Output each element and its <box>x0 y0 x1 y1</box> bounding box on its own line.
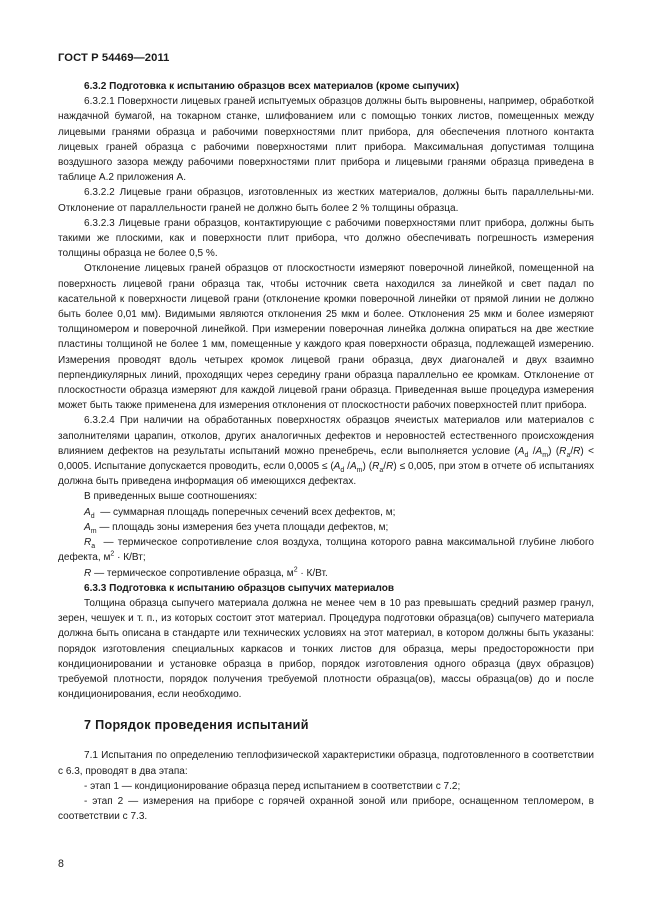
symbol-sub-m: m <box>542 451 549 459</box>
paragraph-6-3-2-4-part-c: ) ≤ 0,005, при этом в отчете об испытаниях должна быть приведена информация об имеющихся дефектах. <box>58 461 594 488</box>
symbol-A: A <box>333 461 341 473</box>
symbol-A: A <box>84 521 91 533</box>
section-heading-7: 7 Порядок проведения испытаний <box>84 718 309 733</box>
paragraph-6-3-2-4-part-a: 6.3.2.4 При наличии на обработанных поверхностях образцов ячеистых материалов или материалов с заполнителями царапин, отколов, других аналогичных дефектов и неровностей естественного происхождения влиянием дефектов на результаты испытаний можно пренебречь, если выполняется условие ( <box>58 415 594 457</box>
symbol-R: R <box>84 537 92 549</box>
symbol-lparen: ( <box>368 461 373 473</box>
symbol-slash: / <box>383 461 387 473</box>
document-body <box>58 79 594 824</box>
symbol-lparen: ( <box>555 445 560 457</box>
symbol-A: A <box>517 445 525 457</box>
paragraph-6-3-3: Толщина образца сыпучего материала должна не менее чем в 10 раз превышать средний размер гранул, зерен, чешуек и т. п., из которых состоит этот материал. Процедура подготовки образца(ов) сыпучего материала должна быть описана в стандарте или технических условиях на этот материал, в котором должны быть указаны: порядок изготовления специальных каркасов и тонких листов для образца, меры предосторожности при кондиционировании и установке образца в прибор, порядок изготовления одного образца (двух образцов) требуемой плотности, порядок получения требуемой плотности образца(ов), массы образца(ов) до и после кондиционирования, если необходимо. <box>58 597 594 701</box>
symbol-sub-a: a <box>91 543 96 551</box>
document-header: ГОСТ Р 54469—2011 <box>58 52 170 64</box>
paragraph-6-3-2-1: 6.3.2.1 Поверхности лицевых граней испытуемых образцов должны быть выровнены, например, обработкой наждачной бумагой, на токарном станке, шлифованием или с помощью тонких листов, помещенных между лицевыми гранями образца и рабочими поверхностями плит прибора, для обеспечения плотного контакта лицевых граней образца с рабочими поверхностями плит прибора. Максимальная допустимая толщина воздушного зазора между рабочими поверхностями плит прибора и лицевыми гранями образца приведена в таблице А.2 приложения А. <box>58 96 595 184</box>
symbol-sub-a: a <box>379 467 384 475</box>
paragraph-7-1: 7.1 Испытания по определению теплофизической характеристики образца, подготовленного в соответствии с 6.3, проводят в два этапа: <box>58 750 594 777</box>
symbol-sub-m: m <box>356 467 363 475</box>
symbol-A: A <box>535 445 543 457</box>
unit-superscript-2: 2 <box>293 566 298 574</box>
symbol-sub-d: d <box>90 512 95 520</box>
paragraph-6-3-2-3: 6.3.2.3 Лицевые грани образцов, контактирующие с рабочими поверхностями плит прибора, должны быть такими же плоскими, как и поверхности плит прибора, что должно обеспечивать погрешность измерения толщины образца не более 0,5 %. <box>58 217 594 260</box>
section-heading-6-3-3: 6.3.3 Подготовка к испытанию образцов сыпучих материалов <box>84 582 395 594</box>
symbol-slash: / <box>344 461 350 473</box>
definition-ad-text: — суммарная площадь поперечных сечений всех дефектов, м; <box>100 506 396 518</box>
symbol-R: R <box>573 445 581 457</box>
page-number: 8 <box>58 858 64 870</box>
symbol-slash: / <box>570 445 574 457</box>
paragraph-6-3-2-4 <box>58 413 594 489</box>
symbol-A: A <box>84 506 91 518</box>
symbol-sub-a: a <box>566 451 571 459</box>
paragraph-flatness: Отклонение лицевых граней образцов от плоскостности измеряют поверочной линейкой, помещенной на поверхность лицевой грани образца так, чтобы источник света находился за линейкой и свет падал по касательной к поверхности лицевой грани (отклонение кромки поверочной линейки от прямой линии не должно быть более 0,01 мм). Видимыми являются отклонения 25 мкм и более. Отклонения 25 мкм и более измеряют толщиномером и поверочной линейкой. При измерении поверочная линейка должна опираться на две жесткие пластины толщиной не более 1 мм, помещенные у каждого края поверхности образца, подлежащей измерению. Измерения проводят вдоль четырех кромок лицевой грани образца, двух диагоналей и двух взаимно перпендикулярных линий, проходящих через середину грани образца параллельно ее кромкам. Отклонение от плоскостности образца измеряют для каждой лицевой грани образца. Приведенная выше процедура измерения может быть также применена для измерения отклонения от плоскостности рабочих поверхностей плит прибора. <box>58 263 594 412</box>
symbol-sub-m: m <box>90 527 97 535</box>
symbol-R: R <box>84 567 92 579</box>
symbol-slash: / <box>528 445 536 457</box>
section-heading-6-3-2: 6.3.2 Подготовка к испытанию образцов всех материалов (кроме сыпучих) <box>84 81 460 92</box>
paragraph-6-3-2-4-part-b: ) < 0,0005. Испытание допускается проводить, если 0,0005 ≤ ( <box>58 445 594 473</box>
list-item-stage-1: - этап 1 — кондиционирование образца перед испытанием в соответствии с 7.2; <box>84 780 461 792</box>
list-item-stage-2: - этап 2 — измерения на приборе с горячей охранной зоной или приборе, оснащенном тепломером, в соответствии с 7.3. <box>58 795 594 823</box>
symbol-R: R <box>372 461 380 473</box>
symbol-R: R <box>386 461 394 473</box>
symbol-R: R <box>559 445 567 457</box>
symbol-rparen: ) <box>362 461 366 473</box>
definition-r-text: — термическое сопротивление образца, м <box>94 567 294 579</box>
definition-am-text: — площадь зоны измерения без учета площади дефектов, м; <box>99 521 389 533</box>
definitions-intro: В приведенных выше соотношениях: <box>84 491 258 503</box>
definition-r <box>58 566 594 581</box>
definition-am <box>58 520 594 535</box>
symbol-sub-d: d <box>340 467 345 475</box>
definition-ra <box>58 535 594 565</box>
symbol-A: A <box>349 461 357 473</box>
definition-ad <box>58 505 594 520</box>
definition-ra-unit: · К/Вт; <box>114 552 146 564</box>
unit-superscript-2: 2 <box>110 550 115 558</box>
definition-r-unit: · К/Вт. <box>297 567 328 579</box>
definition-ra-text: — термическое сопротивление слоя воздуха, толщина которого равна максимальной глубине любого дефекта, м <box>58 537 594 564</box>
symbol-rparen: ) <box>548 445 552 457</box>
symbol-sub-d: d <box>524 451 529 459</box>
paragraph-6-3-2-2: 6.3.2.2 Лицевые грани образцов, изготовленных из жестких материалов, должны быть параллельны-ми. Отклонение от параллельности граней не должно быть более 2 % толщины образца. <box>58 187 594 214</box>
